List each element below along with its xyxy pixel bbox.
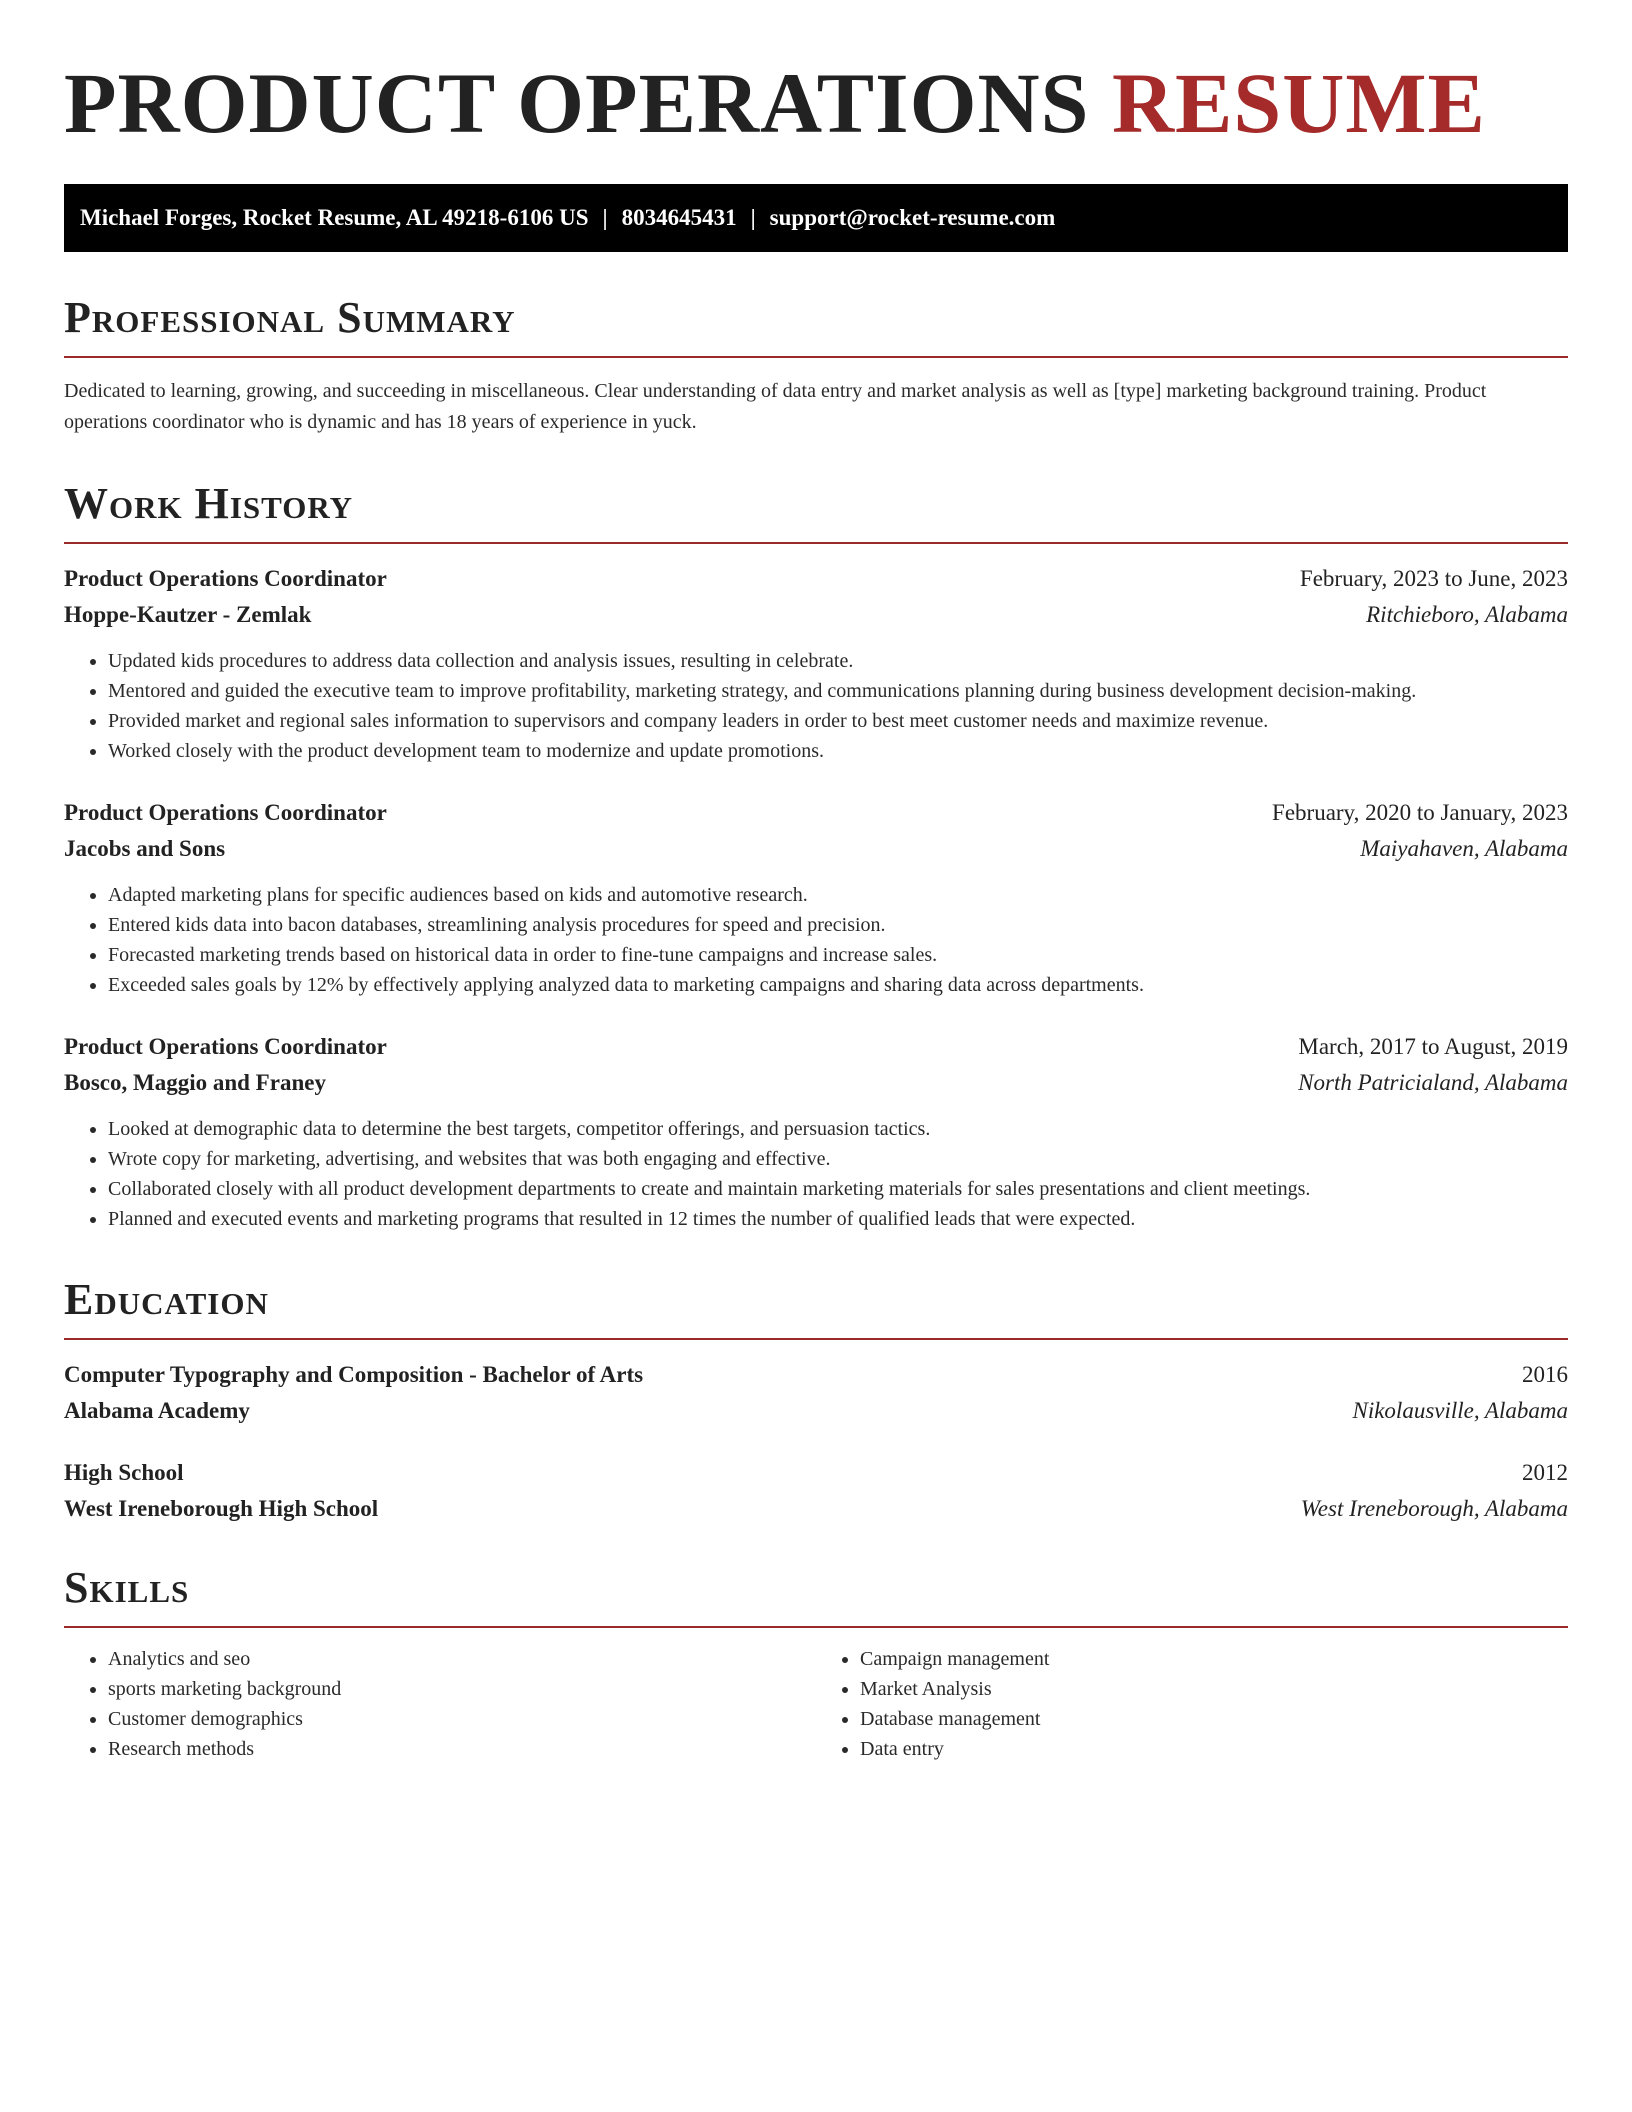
job-entry	[64, 566, 1568, 766]
list-item: • Entered kids data into bacon databases, streamlining analysis procedures for speed and precision.	[108, 910, 1568, 940]
list-item: • Forecasted marketing trends based on historical data in order to fine-tune campaigns and increase sales.	[108, 940, 1568, 970]
list-item: • Worked closely with the product development team to modernize and update promotions.	[108, 736, 1568, 766]
education-location: West Ireneborough, Alabama	[1300, 1496, 1568, 1521]
education-location: Nikolausville, Alabama	[1352, 1398, 1568, 1423]
job-location: Maiyahaven, Alabama	[1360, 836, 1568, 861]
education-school: Alabama Academy	[64, 1398, 250, 1423]
job-dates: March, 2017 to August, 2019	[1298, 1034, 1568, 1059]
skill-item: • Campaign management	[860, 1644, 1568, 1674]
job-title: Product Operations Coordinator	[64, 800, 387, 825]
contact-separator: |	[602, 205, 608, 230]
contact-separator: |	[750, 205, 756, 230]
list-item: • Exceeded sales goals by 12% by effectively applying analyzed data to marketing campaigns and sharing data across departments.	[108, 970, 1568, 1000]
job-title: Product Operations Coordinator	[64, 1034, 387, 1059]
job-bullets	[64, 880, 1568, 1000]
list-item: • Adapted marketing plans for specific audiences based on kids and automotive research.	[108, 880, 1568, 910]
skills-columns	[64, 1644, 1568, 1764]
contact-phone: 8034645431	[621, 205, 737, 230]
list-item: • Updated kids procedures to address data collection and analysis issues, resulting in celebrate.	[108, 646, 1568, 676]
skill-item: • Analytics and seo	[108, 1644, 816, 1674]
contact-bar	[64, 184, 1568, 252]
education-degree: High School	[64, 1460, 184, 1485]
skill-item: • Research methods	[108, 1734, 816, 1764]
contact-email[interactable]: support@rocket-resume.com	[769, 205, 1056, 230]
education-section	[64, 1275, 1568, 1522]
section-heading: Professional Summary	[64, 296, 1568, 358]
job-entry	[64, 800, 1568, 1000]
section-heading: Education	[64, 1278, 1568, 1340]
contact-address: Michael Forges, Rocket Resume, AL 49218-6106 US	[80, 205, 589, 230]
job-dates: February, 2023 to June, 2023	[1299, 566, 1568, 591]
education-entry	[64, 1362, 1568, 1424]
education-entry	[64, 1460, 1568, 1522]
job-location: North Patricialand, Alabama	[1298, 1070, 1568, 1095]
list-item: • Provided market and regional sales information to supervisors and company leaders in order to best meet customer needs and maximize revenue.	[108, 706, 1568, 736]
job-bullets	[64, 646, 1568, 766]
skill-item: • Data entry	[860, 1734, 1568, 1764]
list-item: • Planned and executed events and marketing programs that resulted in 12 times the number of qualified leads that were expected.	[108, 1204, 1568, 1234]
summary-text: Dedicated to learning, growing, and succeeding in miscellaneous. Clear understanding of data entry and market analysis as well as [type] marketing background training. Product operations coordinator who is dynamic and has 18 years of experience in yuck.	[64, 380, 1487, 433]
title-accent: RESUME	[1111, 55, 1486, 151]
skill-item: • Customer demographics	[108, 1704, 816, 1734]
list-item: • Mentored and guided the executive team to improve profitability, marketing strategy, and communications planning during business development decision-making.	[108, 676, 1568, 706]
education-year: 2012	[1522, 1460, 1568, 1485]
job-location: Ritchieboro, Alabama	[1366, 602, 1568, 627]
skills-list-left	[64, 1644, 816, 1764]
job-entry	[64, 1034, 1568, 1234]
list-item: • Looked at demographic data to determine the best targets, competitor offerings, and persuasion tactics.	[108, 1114, 1568, 1144]
section-heading: Work History	[64, 482, 1568, 544]
list-item: • Wrote copy for marketing, advertising, and websites that was both engaging and effective.	[108, 1144, 1568, 1174]
job-bullets	[64, 1114, 1568, 1234]
work-history-section	[64, 479, 1568, 1234]
section-heading: Skills	[64, 1566, 1568, 1628]
title-main: PRODUCT OPERATIONS	[64, 55, 1090, 151]
education-school: West Ireneborough High School	[64, 1496, 379, 1521]
skill-item: • sports marketing background	[108, 1674, 816, 1704]
skill-item: • Database management	[860, 1704, 1568, 1734]
list-item: • Collaborated closely with all product development departments to create and maintain marketing materials for sales presentations and client meetings.	[108, 1174, 1568, 1204]
job-company: Bosco, Maggio and Franey	[64, 1070, 326, 1095]
education-year: 2016	[1522, 1362, 1568, 1387]
education-degree: Computer Typography and Composition - Bachelor of Arts	[64, 1362, 644, 1387]
job-company: Jacobs and Sons	[64, 836, 226, 861]
skills-list-right	[816, 1644, 1568, 1764]
summary-section	[64, 293, 1568, 438]
job-company: Hoppe-Kautzer - Zemlak	[64, 602, 312, 627]
resume-title	[64, 55, 1568, 151]
job-dates: February, 2020 to January, 2023	[1272, 800, 1568, 825]
skills-section	[64, 1563, 1568, 1764]
job-title: Product Operations Coordinator	[64, 566, 387, 591]
skill-item: • Market Analysis	[860, 1674, 1568, 1704]
